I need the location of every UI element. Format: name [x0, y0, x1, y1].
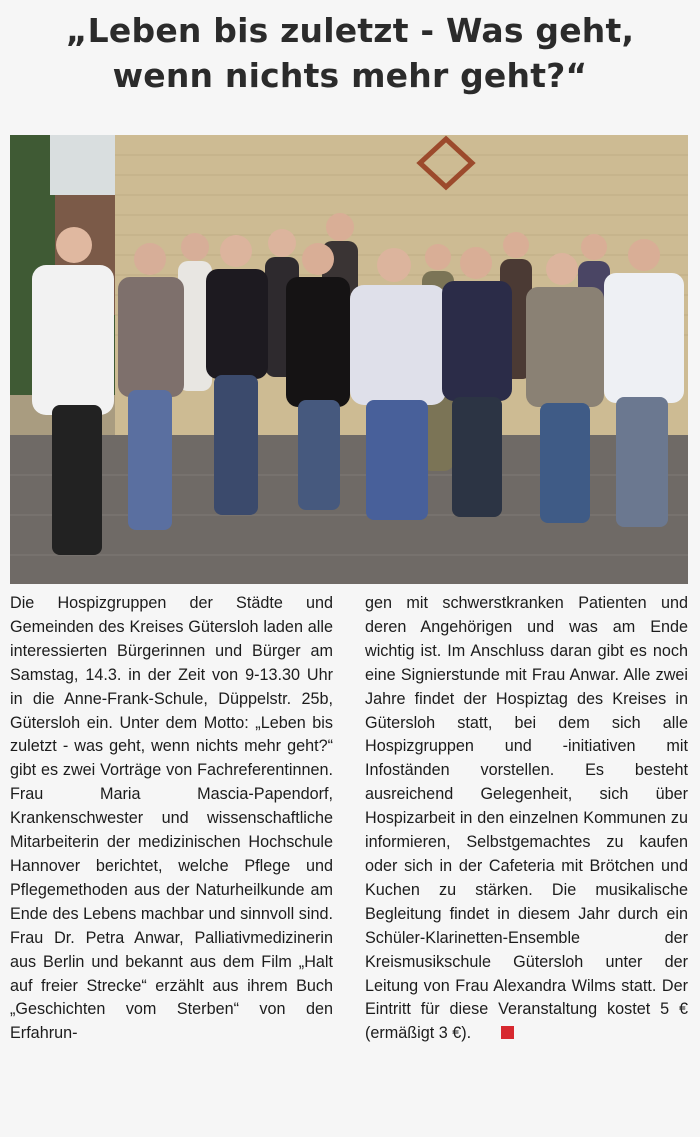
article-column-2 [365, 592, 688, 1112]
article-column-2-text: gen mit schwerstkranken Patienten und deren Angehörigen und was am Ende wichtig ist. Im Anschluss daran gibt es noch eine Signierstunde mit Frau Anwar. Alle zwei Jahre findet der Hospiztag des Kreises in Gütersloh statt, bei dem sich alle Hospizgruppen und -initiativen mit Infoständen vorstellen. Es besteht ausreichend Gelegenheit, sich über Hospizarbeit in den einzelnen Kommunen zu informieren, Selbstgemachtes zu kaufen oder sich in der Cafeteria mit Brötchen und Kuchen zu stärken. Die musikalische Begleitung findet in diesem Jahr durch ein Schüler-Klarinetten-Ensemble der Kreismusikschule Gütersloh unter der Leitung von Frau Alexandra Wilms statt. Der Eintritt für diese Veranstaltung kostet 5 € (ermäßigt 3 €). [365, 594, 688, 1043]
headline-line-2: wenn nichts mehr geht?“ [112, 56, 588, 95]
headline-line-1: „Leben bis zuletzt - Was geht, [65, 11, 635, 50]
article-column-1: Die Hospizgruppen der Städte und Gemeinden des Kreises Gütersloh laden alle interessierten Bürgerinnen und Bürger am Samstag, 14.3. in der Zeit von 9-13.30 Uhr in die Anne-Frank-Schule, Düppelstr. 25b, Gütersloh ein. Unter dem Motto: „Leben bis zuletzt - was geht, wenn nichts mehr geht?“ gibt es zwei Vorträge von Fachreferentinnen. Frau Maria Mascia-Papendorf, Krankenschwester und wissenschaftliche Mitarbeiterin der medizinischen Hochschule Hannover berichtet, welche Pflege und Pflegemethoden aus der Naturheilkunde am Ende des Lebens machbar und sinnvoll sind. Frau Dr. Petra Anwar, Palliativmedizinerin aus Berlin und bekannt aus dem Film „Halt auf freier Strecke“ erzählt aus ihrem Buch „Geschichten vom Sterben“ von den Erfahrun- [10, 594, 333, 1043]
group-photo-illustration [10, 135, 688, 584]
article-end-mark [501, 1026, 514, 1039]
group-photo [10, 135, 688, 584]
article-body [10, 592, 688, 1112]
headline [0, 8, 700, 98]
